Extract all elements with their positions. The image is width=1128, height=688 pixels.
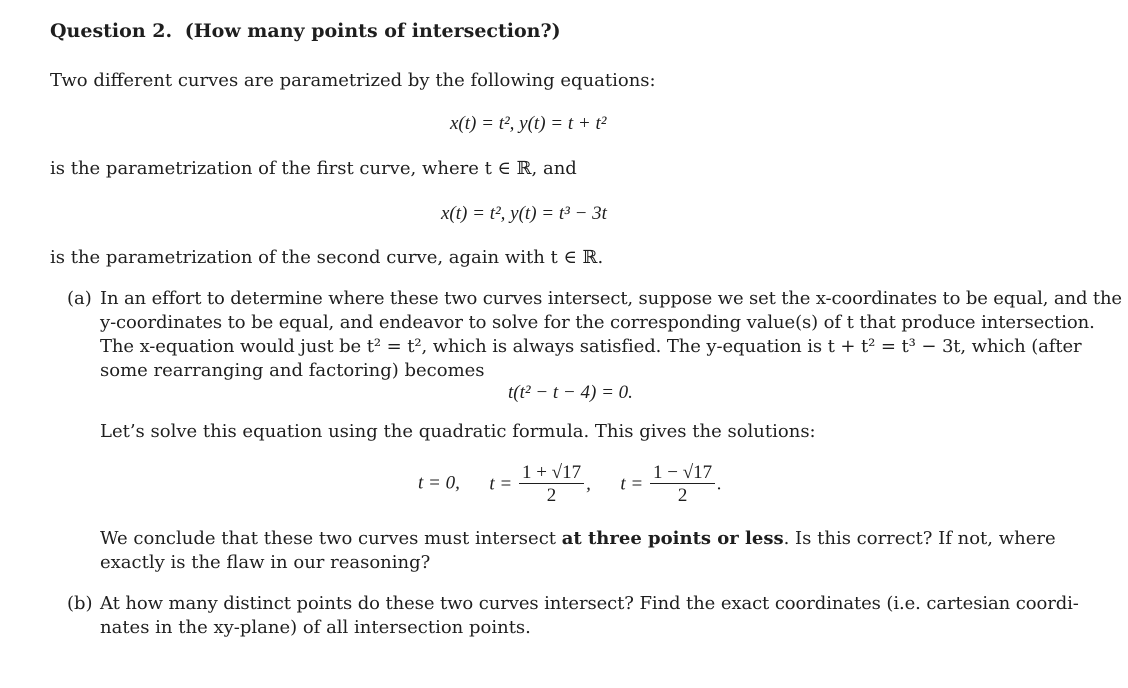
part-a-marker: (a) xyxy=(67,288,92,309)
conclusion-line-1 xyxy=(100,530,1056,548)
part-a-line-3: The x-equation would just be t² = t², which is always satisfied. The y-equation is t + t² = t³ − 3t, which (after xyxy=(100,336,1082,357)
solution-minus-prefix: t = xyxy=(620,473,644,495)
part-b-line-2: nates in the xy-plane) of all intersection points. xyxy=(100,617,531,638)
part-b-line-1: At how many distinct points do these two curves intersect? Find the exact coordinates (i.e. cartesian coordi- xyxy=(100,593,1079,614)
solution-minus-suffix: . xyxy=(717,473,722,495)
conclusion-pre: We conclude that these two curves must intersect xyxy=(100,528,557,549)
curve2-caption: is the parametrization of the second curve, again with t ∈ ℝ. xyxy=(50,247,604,268)
solution-plus-numerator: 1 + √17 xyxy=(519,463,584,484)
solution-plus-fraction xyxy=(519,463,584,505)
solution-plus-prefix: t = xyxy=(489,473,513,495)
curve2-equation: x(t) = t², y(t) = t³ − 3t xyxy=(441,203,607,224)
part-a-line-2: y-coordinates to be equal, and endeavor to solve for the corresponding value(s) of t that produce intersection. xyxy=(100,312,1095,333)
question-subtitle: (How many points of intersection?) xyxy=(184,20,561,42)
factored-equation: t(t² − t − 4) = 0. xyxy=(508,382,633,403)
solutions-row xyxy=(418,463,722,505)
solution-plus-denominator: 2 xyxy=(546,485,557,506)
part-a-line-4: some rearranging and factoring) becomes xyxy=(100,360,485,381)
solution-minus-fraction xyxy=(650,463,715,505)
curve1-equation: x(t) = t², y(t) = t + t² xyxy=(450,113,607,134)
solution-minus-numerator: 1 − √17 xyxy=(650,463,715,484)
solution-minus-denominator: 2 xyxy=(677,485,688,506)
solution-zero: t = 0, xyxy=(418,472,460,494)
conclusion-emphasis: at three points or less xyxy=(561,528,784,549)
intro-text: Two different curves are parametrized by the following equations: xyxy=(50,70,656,91)
question-label: Question 2. xyxy=(50,20,173,42)
curve1-caption: is the parametrization of the first curve, where t ∈ ℝ, and xyxy=(50,158,577,179)
part-b-marker: (b) xyxy=(67,593,93,614)
solution-plus-suffix: , xyxy=(586,473,591,495)
quadratic-intro: Let’s solve this equation using the quadratic formula. This gives the solutions: xyxy=(100,421,816,442)
conclusion-post: . Is this correct? If not, where xyxy=(783,528,1056,549)
part-a-line-1: In an effort to determine where these two curves intersect, suppose we set the x-coordinates to be equal, and the xyxy=(100,288,1122,309)
conclusion-line-2: exactly is the flaw in our reasoning? xyxy=(100,552,431,573)
question-heading xyxy=(50,22,561,41)
